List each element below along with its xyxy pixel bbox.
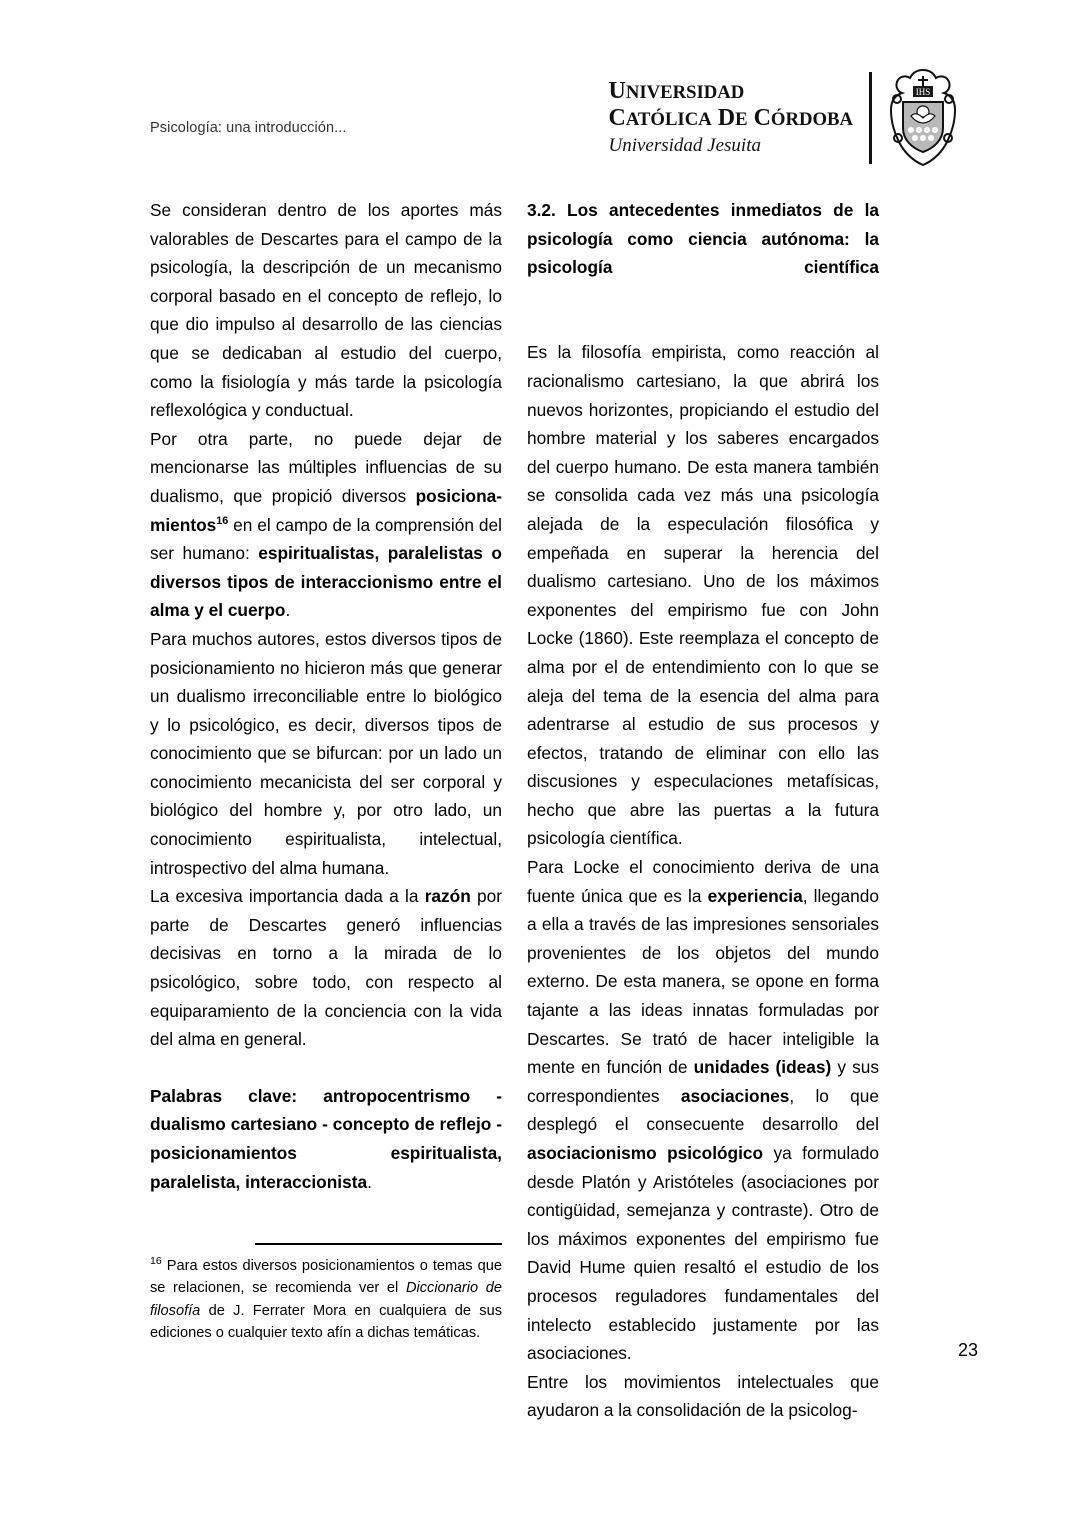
- text-fragment: de J. Ferrater Mora en cualquiera de sus ediciones o cualquier texto afín a dichas temáticas.: [150, 1302, 502, 1342]
- section-heading-3-2: 3.2. Los antecedentes inmediatos de la psicología como ciencia autónoma: la psicología científica: [527, 200, 879, 278]
- paragraph-dualismo: [150, 425, 502, 625]
- university-logo: [608, 60, 960, 175]
- text-fragment: , llegando a ella a través de las impresiones sensoriales provenientes de los objetos del mundo externo. De esta manera, se opone en forma tajante a las ideas innatas formuladas por Descartes. Se trató de hacer inteligible la mente en función de: [527, 885, 879, 1078]
- page-header: [150, 60, 960, 175]
- text-fragment: por parte de Descartes generó influencias decisivas en torno a la mirada de lo psicológico, sobre todo, con respecto al equiparamiento de la conciencia con la vida del alma en general.: [150, 886, 502, 1050]
- crest-icon: [886, 66, 960, 170]
- footnote-number: 16: [150, 1255, 162, 1268]
- right-column: [527, 196, 879, 1425]
- paragraph-razon: [150, 882, 502, 1054]
- keywords-text: Palabras clave: antropocentrismo - dualismo cartesiano - concepto de reflejo - posicionamientos espiritualista, paralelista, interaccionista: [150, 1085, 502, 1192]
- text-fragment: La excesiva importancia dada a la: [150, 886, 425, 907]
- bold-asociaciones: asociaciones: [680, 1085, 790, 1106]
- left-column: [150, 196, 502, 1196]
- paragraph-muchos-autores: Para muchos autores, estos diversos tipos de posicionamiento no hicieron más que generar un dualismo irreconciliable entre lo biológico y lo psicológico, es decir, diversos tipos de conocimiento que se bifurcan: por un lado un conocimiento mecanicista del ser corporal y biológico del hombre y, por otro lado, un conocimiento espiritualista, intelectual, introspectivo del alma humana.: [150, 628, 502, 878]
- paragraph-descartes-aportes: Se consideran dentro de los aportes más valorables de Descartes para el campo de la psicología, la descripción de un mecanismo corporal basado en el concepto de reflejo, lo que dio impulso al desarrollo de las ciencias que se dedicaban al estudio del cuerpo, como la fisiología y más tarde la psicología reflexológica y conductual.: [150, 200, 502, 421]
- paragraph-locke: [527, 853, 879, 1368]
- footnote-separator: [255, 1243, 502, 1245]
- bold-posicionamientos: posiciona-mientos: [150, 485, 502, 535]
- italic-diccionario-de-filosofia: Diccionario de filosofía: [150, 1280, 502, 1319]
- text-fragment: en el campo de la comprensión del ser humano:: [150, 514, 502, 564]
- logo-divider: [869, 72, 872, 164]
- bold-asociacionismo-psicologico: asociacionismo psicológico: [527, 1143, 764, 1163]
- logo-line-universidad: UNIVERSIDAD: [608, 77, 745, 104]
- paragraph-empirismo: Es la filosofía empirista, como reacción al racionalismo cartesiano, la que abrirá los nuevos horizontes, propiciando el estudio del hombre material y los saberes encargados del cuerpo humano. De esta manera también se consolida cada vez más una psicología alejada de la especulación filosófica y empeñada en superar la herencia del dualismo cartesiano. Uno de los máximos exponentes del empirismo fue con John Locke (1860). Este reemplaza el concepto de alma por el de entendimiento con lo que se aleja del tema de la esencia del alma para adentrarse al estudio de sus procesos y efectos, tratando de eliminar con ello las discusiones y especulaciones metafísicas, hecho que abre las puertas a la futura psicología científica.: [527, 342, 879, 849]
- text-fragment: y sus correspondientes: [527, 1057, 879, 1106]
- logo-line-universidad-jesuita: Universidad Jesuita: [608, 135, 761, 157]
- text-fragment: , lo que desplegó el consecuente desarrollo del: [527, 1085, 880, 1135]
- university-logo-text: [608, 78, 869, 158]
- running-head: Psicología: una introducción...: [150, 120, 347, 136]
- keywords-period: .: [367, 1171, 372, 1192]
- paragraph-movimientos: Entre los movimientos intelectuales que ayudaron a la consolidación de la psicolog-: [527, 1371, 879, 1421]
- text-fragment: Para estos diversos posicionamientos o temas que se relacionen, se recomienda ver el: [150, 1258, 502, 1297]
- text-fragment: Por otra parte, no puede dejar de mencionarse las múltiples influencias de su dualismo, que propició diversos: [150, 428, 502, 506]
- keywords-block: [150, 1082, 502, 1196]
- text-fragment: .: [285, 600, 291, 621]
- bold-experiencia: experiencia: [707, 885, 803, 906]
- bold-unidades-ideas: unidades (ideas): [693, 1057, 832, 1078]
- footnote-reference-16: 16: [216, 514, 229, 527]
- text-fragment: Para Locke el conocimiento deriva de una fuente única que es la: [527, 857, 879, 906]
- page-number: 23: [957, 1340, 978, 1360]
- svg-text:IHS: IHS: [915, 86, 931, 97]
- footnote-16: [150, 1255, 502, 1345]
- footnote-area: [150, 1243, 502, 1345]
- bold-espiritualistas: espiritualistas, paralelistas o diversos tipos de interaccionismo entre el alma y el cuerpo: [150, 543, 502, 621]
- bold-razon: razón: [424, 886, 471, 907]
- text-fragment: ya formulado desde Platón y Aristóteles (asociaciones por contigüidad, semejanza y contraste). Otro de los máximos exponentes del empirismo fue David Hume quien resaltó el estudio de los procesos reguladores fundamentales del intelecto establecido justamente por las asociaciones.: [527, 1143, 880, 1364]
- logo-line-catolica-de-cordoba: CATÓLICA DE CÓRDOBA: [608, 104, 853, 131]
